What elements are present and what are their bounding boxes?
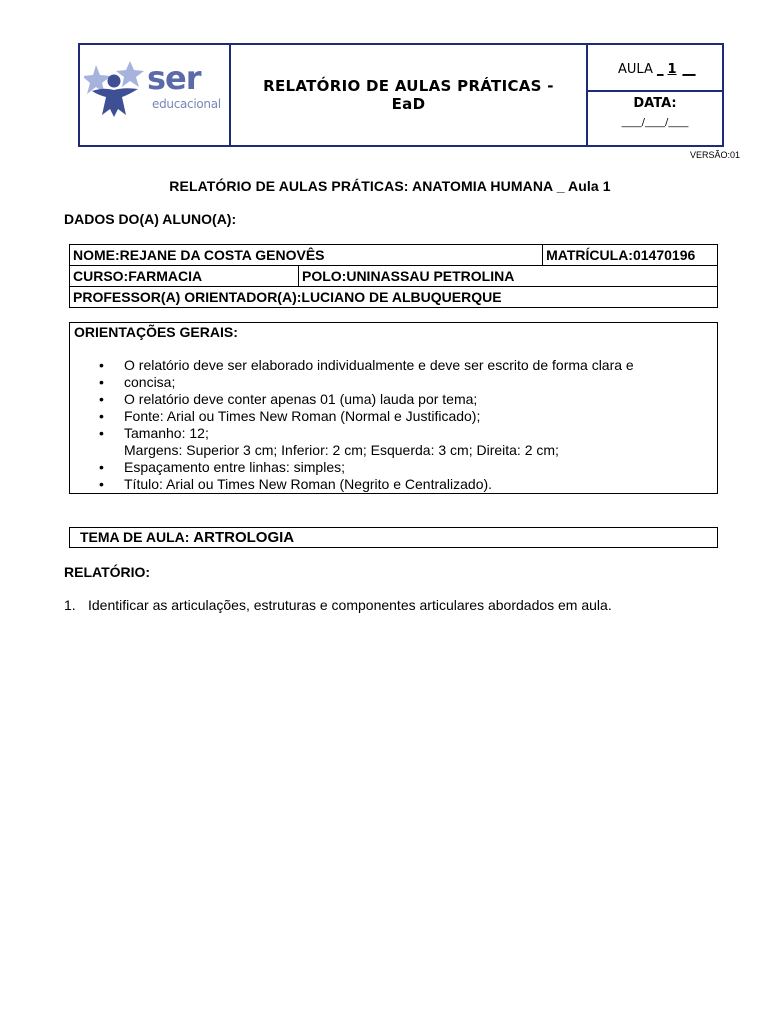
header-title: RELATÓRIO DE AULAS PRÁTICAS - EaD [231, 45, 588, 145]
list-item: • Espaçamento entre linhas: simples; [74, 459, 713, 476]
table-row [70, 245, 718, 266]
professor-cell: PROFESSOR(A) ORIENTADOR(A):LUCIANO DE ALBUQUERQUE [70, 287, 718, 308]
list-item: • concisa; [74, 374, 713, 391]
ser-educacional-logo-icon [84, 59, 148, 125]
aula-field [588, 45, 722, 92]
data-label: DATA: [633, 96, 677, 111]
data-blank: ____/____/____ [621, 117, 689, 128]
list-item: • Título: Arial ou Times New Roman (Negrito e Centralizado). [74, 476, 713, 493]
logo-cell [80, 45, 231, 145]
logo-word: ser [147, 59, 201, 97]
list-item: • O relatório deve ser elaborado individualmente e deve ser escrito de forma clara e [74, 357, 713, 374]
orientacoes-list [74, 357, 713, 493]
orientacoes-title: ORIENTAÇÕES GERAIS: [74, 324, 238, 340]
header-right-cell [588, 45, 722, 145]
version-label: VERSÃO:01 [689, 150, 740, 160]
document-title: RELATÓRIO DE AULAS PRÁTICAS: ANATOMIA HUMANA _ Aula 1 [169, 178, 611, 194]
dados-aluno-label: DADOS DO(A) ALUNO(A): [64, 211, 237, 227]
curso-cell: CURSO:FARMACIA [70, 266, 299, 287]
student-info-table [69, 244, 718, 308]
list-item: • O relatório deve conter apenas 01 (uma) lauda por tema; [74, 391, 713, 408]
item-text: Identificar as articulações, estruturas e componentes articulares abordados em aula. [88, 597, 612, 613]
tema-box [69, 527, 718, 548]
polo-cell: POLO:UNINASSAU PETROLINA [299, 266, 718, 287]
matricula-cell: MATRÍCULA:01470196 [543, 245, 718, 266]
aula-label: AULA [618, 62, 653, 77]
orientacoes-box [69, 322, 718, 494]
tema-value: ARTROLOGIA [193, 529, 295, 546]
list-item: • Tamanho: 12; [74, 425, 713, 442]
aula-number: 1 [667, 62, 677, 77]
item-number: 1. [64, 597, 76, 613]
header-box [78, 43, 724, 147]
table-row [70, 266, 718, 287]
aula-prefix: _ [656, 62, 664, 77]
list-item: Margens: Superior 3 cm; Inferior: 2 cm; Esquerda: 3 cm; Direita: 2 cm; [124, 442, 559, 458]
table-row [70, 287, 718, 308]
logo-subtitle: educacional [152, 97, 221, 111]
data-field [588, 92, 722, 145]
relatorio-item [64, 597, 612, 613]
aula-suffix: __ [682, 62, 696, 77]
relatorio-label: RELATÓRIO: [64, 564, 151, 580]
nome-cell: NOME:REJANE DA COSTA GENOVÊS [70, 245, 543, 266]
tema-label: TEMA DE AULA: [80, 529, 194, 545]
list-item: • Fonte: Arial ou Times New Roman (Normal e Justificado); [74, 408, 713, 425]
